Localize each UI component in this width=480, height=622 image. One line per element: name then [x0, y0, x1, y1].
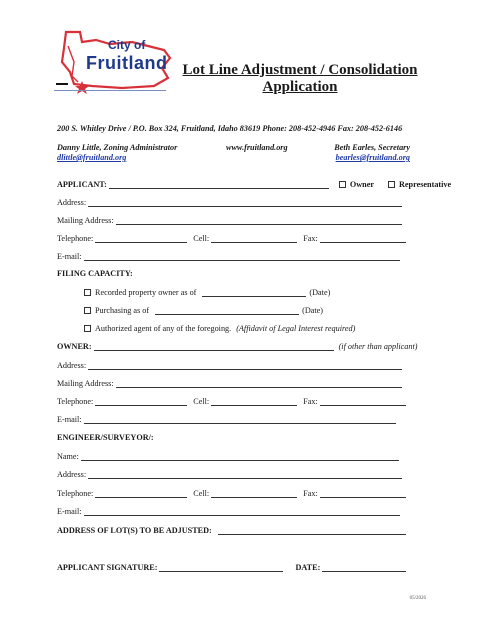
signature-field[interactable] — [159, 563, 283, 572]
applicant-fax-label: Fax: — [303, 234, 318, 243]
applicant-fax-field[interactable] — [320, 234, 406, 243]
owner-phone-row — [57, 397, 406, 406]
signature-label: APPLICANT SIGNATURE: — [57, 563, 158, 572]
applicant-address-field[interactable] — [88, 198, 402, 207]
title-line-1: Lot Line Adjustment / Consolidation — [182, 62, 418, 78]
owner-address-field[interactable] — [88, 361, 402, 370]
applicant-cell-label: Cell: — [193, 234, 210, 243]
owner-field[interactable] — [94, 342, 334, 351]
owner-email-row — [57, 415, 396, 424]
filing-option-1-row — [84, 288, 330, 297]
owner-address-label: Address: — [57, 361, 87, 370]
filing-option-3-row — [84, 324, 355, 333]
applicant-mailing-row — [57, 216, 402, 225]
engineer-name-row — [57, 452, 399, 461]
recorded-owner-checkbox[interactable] — [84, 289, 91, 296]
owner-label: OWNER: — [57, 342, 92, 351]
engineer-email-field[interactable] — [84, 507, 400, 516]
contact-line: 200 S. Whitley Drive / P.O. Box 324, Fruitland, Idaho 83619 Phone: 208-452-4946 Fax: 208-452-6146 — [57, 124, 403, 133]
owner-fax-label: Fax: — [303, 397, 318, 406]
title-line-2: Application — [262, 79, 338, 95]
applicant-email-label: E-mail: — [57, 252, 82, 261]
owner-email-field[interactable] — [84, 415, 396, 424]
engineer-name-label: Name: — [57, 452, 79, 461]
purchasing-date-label: (Date) — [302, 306, 324, 315]
engineer-phone-row — [57, 489, 406, 498]
signature-date-label: DATE: — [295, 563, 321, 572]
filing-capacity-label: FILING CAPACITY: — [57, 269, 133, 278]
owner-mailing-row — [57, 379, 402, 388]
form-revision-code: 05/2026 — [409, 596, 426, 601]
purchasing-date-field[interactable] — [155, 306, 299, 315]
applicant-email-field[interactable] — [84, 252, 400, 261]
owner-mailing-label: Mailing Address: — [57, 379, 114, 388]
owner-address-row — [57, 361, 402, 370]
secretary-name: Beth Earles, Secretary — [334, 143, 410, 152]
zoning-admin-name: Danny Little, Zoning Administrator — [57, 143, 178, 152]
filing-option-2-row — [84, 306, 323, 315]
lots-row — [57, 526, 406, 535]
engineer-address-label: Address: — [57, 470, 87, 479]
recorded-owner-date-label: (Date) — [309, 288, 331, 297]
engineer-fax-label: Fax: — [303, 489, 318, 498]
owner-fax-field[interactable] — [320, 397, 406, 406]
applicant-phone-row — [57, 234, 406, 243]
owner-note: (if other than applicant) — [338, 342, 418, 351]
applicant-address-row — [57, 198, 402, 207]
applicant-row — [57, 180, 451, 189]
applicant-telephone-field[interactable] — [95, 234, 187, 243]
applicant-mailing-field[interactable] — [116, 216, 402, 225]
owner-telephone-field[interactable] — [95, 397, 187, 406]
logo-city-text: City of — [108, 38, 146, 52]
signature-date-field[interactable] — [322, 563, 406, 572]
engineer-label: ENGINEER/SURVEYOR/: — [57, 433, 154, 442]
logo-fruitland-text: Fruitland — [86, 53, 168, 73]
authorized-agent-label: Authorized agent of any of the foregoing. — [95, 324, 232, 333]
owner-row — [57, 342, 418, 351]
secretary-email[interactable]: bearles@fruitland.org — [335, 153, 410, 162]
engineer-fax-field[interactable] — [320, 489, 406, 498]
applicant-telephone-label: Telephone: — [57, 234, 94, 243]
owner-cell-label: Cell: — [193, 397, 210, 406]
engineer-telephone-field[interactable] — [95, 489, 187, 498]
engineer-row — [57, 433, 156, 442]
zoning-admin-email[interactable]: dlittle@fruitland.org — [57, 153, 127, 162]
purchasing-checkbox[interactable] — [84, 307, 91, 314]
owner-telephone-label: Telephone: — [57, 397, 94, 406]
applicant-field[interactable] — [109, 180, 329, 189]
engineer-email-row — [57, 507, 400, 516]
applicant-label: APPLICANT: — [57, 180, 107, 189]
authorized-agent-checkbox[interactable] — [84, 325, 91, 332]
page-title — [170, 62, 430, 96]
owner-checkbox[interactable] — [339, 181, 346, 188]
secretary — [334, 143, 410, 163]
owner-option-label: Owner — [349, 180, 374, 189]
recorded-owner-date-field[interactable] — [202, 288, 306, 297]
owner-email-label: E-mail: — [57, 415, 82, 424]
applicant-cell-field[interactable] — [211, 234, 297, 243]
engineer-name-field[interactable] — [81, 452, 399, 461]
filing-capacity-row — [57, 269, 135, 278]
affidavit-note: (Affidavit of Legal Interest required) — [236, 324, 356, 333]
engineer-telephone-label: Telephone: — [57, 489, 94, 498]
engineer-email-label: E-mail: — [57, 507, 82, 516]
city-logo — [52, 28, 178, 98]
engineer-cell-label: Cell: — [193, 489, 210, 498]
signature-row — [57, 563, 406, 572]
logo-rule — [54, 90, 166, 91]
owner-cell-field[interactable] — [211, 397, 297, 406]
recorded-owner-label: Recorded property owner as of — [95, 288, 197, 297]
representative-option-label: Representative — [399, 180, 452, 189]
engineer-address-field[interactable] — [88, 470, 402, 479]
representative-checkbox[interactable] — [388, 181, 395, 188]
purchasing-label: Purchasing as of — [95, 306, 150, 315]
website-link[interactable]: www.fruitland.org — [226, 143, 288, 152]
engineer-cell-field[interactable] — [211, 489, 297, 498]
applicant-email-row — [57, 252, 400, 261]
applicant-address-label: Address: — [57, 198, 87, 207]
owner-mailing-field[interactable] — [116, 379, 402, 388]
applicant-mailing-label: Mailing Address: — [57, 216, 114, 225]
lots-field[interactable] — [218, 526, 406, 535]
lots-label: ADDRESS OF LOT(S) TO BE ADJUSTED: — [57, 526, 212, 535]
zoning-admin — [57, 143, 177, 163]
engineer-address-row — [57, 470, 402, 479]
logo-dash — [56, 83, 68, 85]
